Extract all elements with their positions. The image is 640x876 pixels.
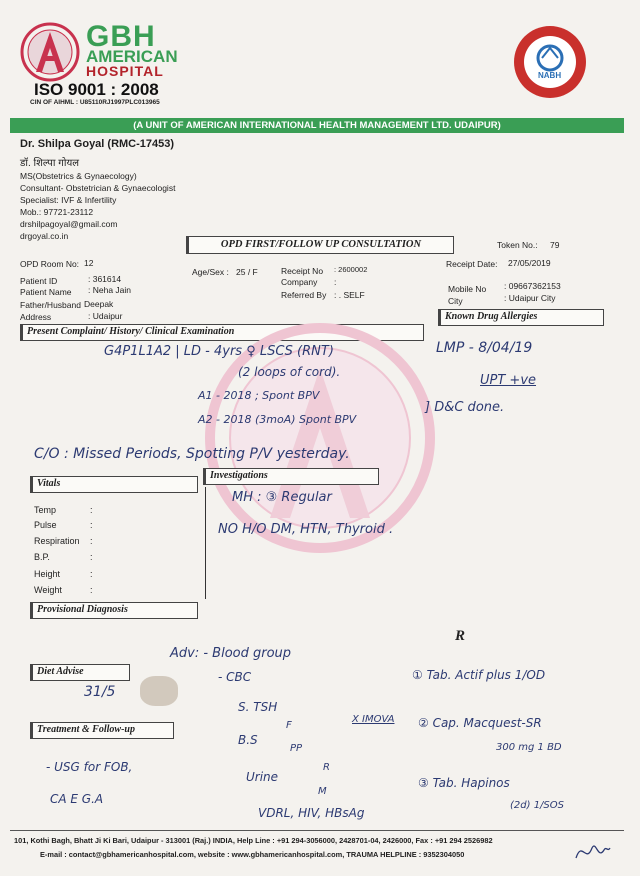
mobile-value: : 09667362153	[504, 281, 561, 291]
advice-bs: B.S	[238, 733, 258, 747]
doctor-website: drgoyal.co.in	[20, 231, 69, 241]
treatment-ca-ga: CA E G.A	[50, 792, 104, 806]
doctor-name-hindi: डॉ. शिल्पा गोयल	[20, 158, 80, 169]
hospital-logo	[20, 22, 80, 82]
referred-label: Referred By	[281, 290, 327, 300]
cin-number: CIN OF AIHML : U85110RJ1997PLC013965	[30, 99, 160, 106]
treatment-header: Treatment & Follow-up	[30, 722, 174, 739]
complaint-header: Present Complaint/ History/ Clinical Examination	[20, 324, 424, 341]
obstetric-history-note: (2 loops of cord).	[238, 365, 341, 379]
receipt-date-value: 27/05/2019	[508, 258, 551, 268]
doctor-role: Consultant- Obstetrician & Gynaecologist	[20, 183, 176, 193]
vitals-divider	[205, 487, 206, 599]
father-label: Father/Husband	[20, 300, 81, 310]
vital-respiration-label: Respiration	[34, 536, 80, 546]
complaint-note: C/O : Missed Periods, Spotting P/V yesterday.	[34, 446, 350, 462]
receipt-date-label: Receipt Date:	[446, 259, 498, 269]
patient-name-label: Patient Name	[20, 287, 72, 297]
advice-date: 31/5	[84, 684, 116, 700]
advice-cbc: - CBC	[218, 670, 252, 684]
patient-id-value: : 361614	[88, 274, 122, 284]
organization-banner	[10, 118, 624, 133]
hospital-name-american: AMERICAN	[86, 47, 178, 66]
referred-value: : . SELF	[334, 290, 365, 300]
doctor-signature	[572, 836, 612, 866]
form-title: OPD FIRST/FOLLOW UP CONSULTATION	[220, 239, 422, 250]
hospital-name-gbh: GBH	[86, 20, 156, 53]
advice-urine: Urine	[246, 770, 279, 784]
vital-height-label: Height	[34, 569, 61, 579]
vital-colon: :	[90, 536, 93, 546]
vital-bp-label: B.P.	[34, 552, 50, 562]
company-label: Company	[281, 277, 318, 287]
address-value: : Udaipur	[88, 311, 123, 321]
advice-blood-group: Adv: - Blood group	[170, 646, 292, 661]
city-value: : Udaipur City	[504, 293, 556, 303]
mobile-label: Mobile No	[448, 284, 487, 294]
advice-urine-m: M	[318, 786, 327, 797]
opd-room-value: 12	[84, 258, 94, 268]
vital-temp-label: Temp	[34, 505, 57, 515]
advice-tsh: S. TSH	[238, 700, 278, 714]
receipt-no-label: Receipt No	[281, 266, 324, 276]
obstetric-history: G4P1L1A2 | LD - 4yrs ♀ LSCS (RNT)	[104, 344, 334, 359]
agesex-label: Age/Sex :	[192, 267, 229, 277]
negative-history: NO H/O DM, HTN, Thyroid .	[218, 522, 394, 537]
nabh-seal	[512, 24, 588, 100]
iso-certification: ISO 9001 : 2008	[34, 80, 159, 99]
treatment-usg: - USG for FOB,	[46, 760, 133, 774]
vital-colon: :	[90, 520, 93, 530]
vital-colon: :	[90, 569, 93, 579]
father-value: Deepak	[84, 299, 114, 309]
nabh-label: NABH	[538, 71, 562, 80]
advice-bs-pp: PP	[290, 743, 303, 754]
doctor-email: drshilpagoyal@gmail.com	[20, 219, 118, 229]
abortion-2: A2 - 2018 (3moA) Spont BPV	[198, 413, 357, 426]
investigations-header: Investigations	[203, 468, 379, 485]
form-title-box	[186, 236, 454, 254]
receipt-no-value: : 2600002	[334, 265, 368, 274]
prescription-3: ③ Tab. Hapinos	[418, 776, 510, 790]
vital-colon: :	[90, 585, 93, 595]
doctor-specialist: Specialist: IVF & Infertility	[20, 195, 117, 205]
lmp-note: LMP - 8/04/19	[436, 340, 533, 356]
doctor-degree: MS(Obstetrics & Gynaecology)	[20, 171, 137, 181]
company-value: :	[334, 277, 337, 287]
diet-header: Diet Advise	[30, 664, 130, 681]
upt-note: UPT +ve	[480, 373, 537, 388]
prescription-2-dose: 300 mg 1 BD	[496, 742, 562, 753]
footer-address: 101, Kothi Bagh, Bhatt Ji Ki Bari, Udaipur - 313001 (Raj.) INDIA, Help Line : +91 294-3056000, 2428701-04, 2426000, Fax : +91 294 2526982	[14, 836, 493, 845]
allergies-header: Known Drug Allergies	[438, 309, 604, 326]
vitals-header: Vitals	[30, 476, 198, 493]
diagnosis-header: Provisional Diagnosis	[30, 602, 198, 619]
dnc-note: ] D&C done.	[425, 400, 505, 415]
doctor-mobile: Mob.: 97721-23112	[20, 207, 94, 217]
patient-id-label: Patient ID	[20, 276, 58, 286]
advice-urine-r: R	[323, 762, 330, 773]
ximova-note: X IMOVA	[352, 714, 395, 725]
patient-name-value: : Neha Jain	[88, 285, 131, 295]
menstrual-history: MH : ③ Regular	[232, 490, 332, 505]
vital-colon: :	[90, 505, 93, 515]
banner-text: (A UNIT OF AMERICAN INTERNATIONAL HEALTH MANAGEMENT LTD. UDAIPUR)	[133, 120, 501, 131]
advice-vdrl: VDRL, HIV, HBsAg	[258, 806, 365, 820]
stamp-smudge	[140, 676, 178, 706]
rx-symbol: R	[455, 628, 466, 644]
city-label: City	[448, 296, 463, 306]
abortion-1: A1 - 2018 ; Spont BPV	[198, 389, 320, 402]
opd-room-label: OPD Room No:	[20, 259, 80, 269]
hospital-name-hospital: HOSPITAL	[86, 63, 164, 79]
token-label: Token No.:	[497, 240, 538, 250]
address-label: Address	[20, 312, 52, 322]
prescription-2: ② Cap. Macquest-SR	[418, 716, 542, 730]
vital-colon: :	[90, 552, 93, 562]
prescription-3-dose: (2d) 1/SOS	[510, 800, 564, 811]
advice-bs-f: F	[286, 720, 292, 731]
footer-divider	[10, 830, 624, 831]
token-value: 79	[550, 240, 560, 250]
vital-pulse-label: Pulse	[34, 520, 57, 530]
vital-weight-label: Weight	[34, 585, 62, 595]
footer-contact: E-mail : contact@gbhamericanhospital.com, website : www.gbhamericanhospital.com, TRAUMA HELPLINE : 9352304050	[40, 850, 465, 859]
prescription-1: ① Tab. Actif plus 1/OD	[412, 668, 546, 682]
doctor-name: Dr. Shilpa Goyal (RMC-17453)	[20, 138, 175, 150]
agesex-value: 25 / F	[236, 267, 258, 277]
